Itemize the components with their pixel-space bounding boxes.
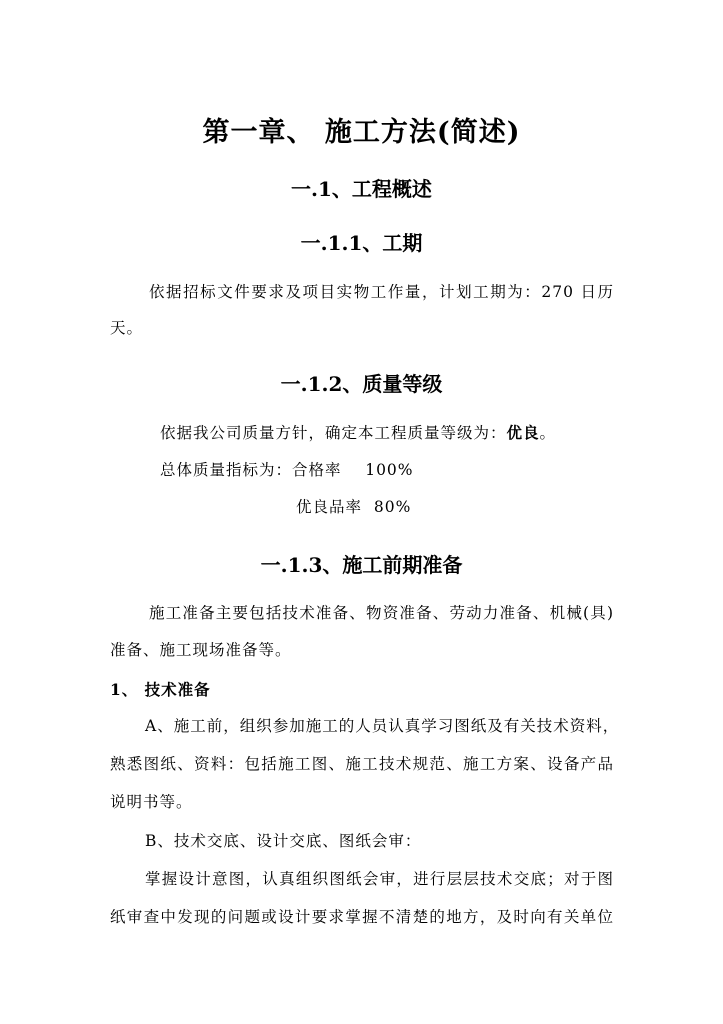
quality-line-1 — [160, 423, 556, 443]
item-a-line-1: A、施工前，组织参加施工的人员认真学习图纸及有关技术资料， — [145, 717, 620, 735]
section-heading-1-1-3: 一.1.3、施工前期准备 — [260, 553, 463, 577]
quality-line-1-prefix: 依据我公司质量方针，确定本工程质量等级为： — [160, 424, 507, 442]
schedule-paragraph-line-1: 依据招标文件要求及项目实物工作量，计划工期为：270 日历 — [149, 283, 614, 301]
item-a-line-3: 说明书等。 — [110, 793, 193, 811]
section-heading-1-1-2: 一.1.2、质量等级 — [280, 372, 443, 396]
schedule-paragraph-line-2: 天。 — [110, 319, 144, 337]
chapter-title: 第一章、 施工方法(简述) — [202, 117, 521, 148]
quality-line-3: 优良品率 80% — [296, 498, 412, 516]
quality-line-1-suffix: 。 — [539, 424, 557, 442]
quality-grade-value: 优良 — [506, 423, 540, 442]
prep-intro-line-2: 准备、施工现场准备等。 — [110, 641, 292, 659]
item-a-line-2: 熟悉图纸、资料：包括施工图、施工技术规范、施工方案、设备产品 — [110, 755, 614, 773]
prep-intro-line-1: 施工准备主要包括技术准备、物资准备、劳动力准备、机械(具) — [149, 604, 614, 622]
quality-line-2: 总体质量指标为：合格率 100% — [160, 461, 414, 479]
section-heading-1-1-1: 一.1.1、工期 — [300, 231, 423, 255]
item-b-line-2: 纸审查中发现的问题或设计要求掌握不清楚的地方，及时向有关单位 — [110, 908, 614, 926]
item-b-heading: B、技术交底、设计交底、图纸会审： — [145, 832, 422, 850]
tech-prep-heading: 1、 技术准备 — [110, 680, 211, 699]
item-b-line-1: 掌握设计意图，认真组织图纸会审，进行层层技术交底；对于图 — [145, 870, 614, 888]
section-heading-1-1: 一.1、工程概述 — [291, 177, 432, 201]
